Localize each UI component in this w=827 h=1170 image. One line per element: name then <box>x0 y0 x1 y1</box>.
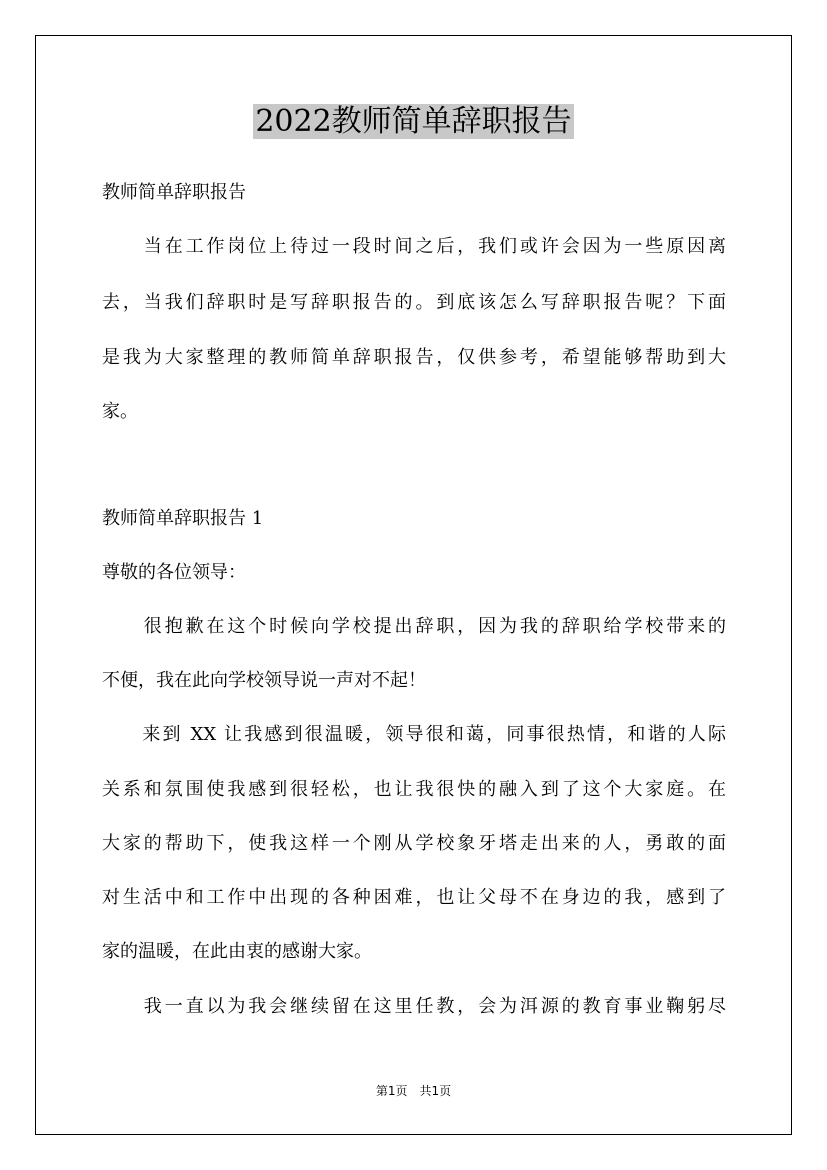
document-title <box>0 100 827 144</box>
body-line-5: 大家的帮助下，使我这样一个刚从学校象牙塔走出来的人，勇敢的面 <box>102 833 726 854</box>
intro-line-3: 是我为大家整理的教师简单辞职报告，仅供参考，希望能够帮助到大 <box>102 347 726 368</box>
body-line-2: 不便，我在此向学校领导说一声对不起！ <box>102 670 426 691</box>
page-footer: 第1页 共1页 <box>375 1084 452 1098</box>
intro-line-2: 去，当我们辞职时是写辞职报告的。到底该怎么写辞职报告呢？下面 <box>102 292 726 313</box>
body-line-3: 来到 XX 让我感到很温暖，领导很和蔼，同事很热情，和谐的人际 <box>102 724 726 745</box>
body-line-8: 我一直以为我会继续留在这里任教，会为洱源的教育事业鞠躬尽 <box>102 996 726 1017</box>
body-line-7: 家的温暖，在此由衷的感谢大家。 <box>102 941 372 962</box>
section-heading: 教师简单辞职报告 1 <box>102 508 264 529</box>
body-line-1: 很抱歉在这个时候向学校提出辞职，因为我的辞职给学校带来的 <box>102 616 726 637</box>
body-line-6: 对生活中和工作中出现的各种困难，也让父母不在身边的我，感到了 <box>102 887 726 908</box>
salutation: 尊敬的各位领导： <box>102 562 246 583</box>
intro-line-4: 家。 <box>102 401 138 422</box>
document-subtitle: 教师简单辞职报告 <box>102 182 246 203</box>
body-line-4: 关系和氛围使我感到很轻松，也让我很快的融入到了这个大家庭。在 <box>102 779 726 800</box>
document-title-text: 2022教师简单辞职报告 <box>255 104 572 139</box>
intro-line-1: 当在工作岗位上待过一段时间之后，我们或许会因为一些原因离 <box>102 236 726 257</box>
